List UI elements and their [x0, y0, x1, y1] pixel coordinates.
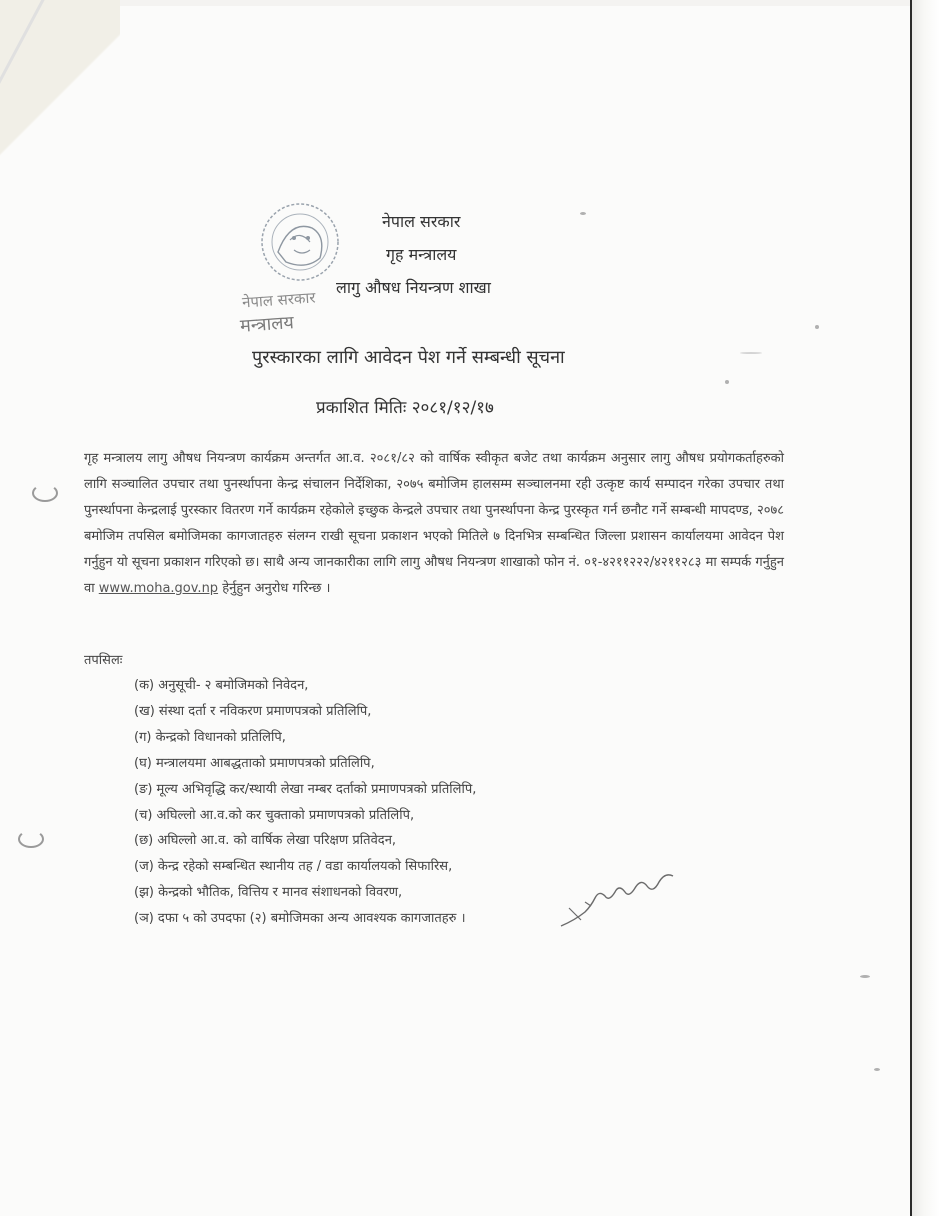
scan-speck: [580, 212, 586, 215]
list-item: (ग) केन्द्रको विधानको प्रतिलिपि,: [134, 729, 286, 745]
scan-speck: [725, 380, 729, 384]
schedule-label: तपसिलः: [84, 653, 123, 668]
list-item: (ज) केन्द्र रहेको सम्बन्धित स्थानीय तह / वडा कार्यालयको सिफारिस,: [134, 859, 453, 875]
website-link[interactable]: www.moha.gov.np: [98, 581, 219, 596]
letterhead-section: लागु औषध नियन्त्रण शाखा: [336, 278, 491, 297]
list-item: (क) अनुसूची- २ बमोजिमको निवेदन,: [134, 678, 309, 693]
list-item: (घ) मन्त्रालयमा आबद्धताको प्रमाणपत्रको प्रतिलिपि,: [134, 755, 375, 771]
signature-icon: [555, 862, 680, 934]
list-item: (झ) केन्द्रको भौतिक, वित्तिय र मानव संशाधनको विवरण,: [134, 885, 403, 901]
seal-text: मन्त्रालय: [239, 312, 295, 337]
list-item: (ङ) मूल्य अभिवृद्धि कर/स्थायी लेखा नम्बर दर्ताको प्रमाणपत्रको प्रतिलिपि,: [134, 781, 477, 797]
scanned-page: [0, 6, 912, 1216]
page-edge: [910, 0, 940, 1216]
scan-speck: [740, 352, 762, 354]
scan-speck: [860, 975, 870, 978]
publish-date: प्रकाशित मितिः २०८१/१२/१७: [316, 398, 494, 418]
list-item: (छ) अघिल्लो आ.व. को वार्षिक लेखा परिक्षण प्रतिवेदन,: [134, 833, 397, 849]
punch-hole: [18, 830, 44, 848]
letterhead-government: नेपाल सरकार: [382, 212, 461, 231]
notice-body-tail: हेर्नुहुन अनुरोध गरिन्छ ।: [222, 581, 331, 596]
letterhead-ministry: गृह मन्त्रालय: [386, 245, 457, 264]
punch-hole: [32, 484, 58, 502]
government-seal-icon: [250, 200, 350, 290]
document-list: [134, 673, 476, 932]
list-item: (ख) संस्था दर्ता र नविकरण प्रमाणपत्रको प्रतिलिपि,: [134, 703, 372, 719]
seal-text: नेपाल सरकार: [241, 288, 317, 312]
list-item: (च) अघिल्लो आ.व.को कर चुक्ताको प्रमाणपत्रको प्रतिलिपि,: [134, 807, 415, 823]
notice-title: पुरस्कारका लागि आवेदन पेश गर्ने सम्बन्धी सूचना: [252, 347, 565, 368]
list-item: (ञ) दफा ५ को उपदफा (२) बमोजिमका अन्य आवश्यक कागजातहरु ।: [134, 911, 466, 927]
scan-speck: [815, 325, 819, 329]
page-corner: [0, 0, 120, 220]
notice-body: [84, 446, 784, 602]
scan-speck: [874, 1068, 880, 1071]
notice-body-text: गृह मन्त्रालय लागु औषध नियन्त्रण कार्यक्रम अन्तर्गत आ.व. २०८१/८२ को वार्षिक स्वीकृत बजेट तथा कार्यक्रम अनुसार लागु औषध प्रयोगकर्ताहरुको लागि सञ्चालित उपचार तथा पुनर्स्थापना केन्द्र संचालन निर्देशिका, २०७५ बमोजिम हालसम्म सञ्चालनमा रही उत्कृष्ट कार्य सम्पादन गरेका उपचार तथा पुनर्स्थापना केन्द्रलाई पुरस्कार वितरण गर्ने कार्यक्रम रहेकोले इच्छुक केन्द्रले उपचार तथा पुनर्स्थापना केन्द्र पुरस्कृत गर्न छनौट गर्ने सम्बन्धी मापदण्ड, २०७८ बमोजिम तपसिल बमोजिमका कागजातहरु संलग्न राखी सूचना प्रकाशन भएको मितिले ७ दिनभित्र सम्बन्धित जिल्ला प्रशासन कार्यालयमा आवेदन पेश गर्नुहुन यो सूचना प्रकाशन गरिएको छ। साथै अन्य जानकारीका लागि लागु औषध नियन्त्रण शाखाको फोन नं. ०१-४२११२२२/४२११२८३ मा सम्पर्क गर्नुहुन वा: [84, 451, 784, 596]
letterhead: [336, 205, 491, 304]
